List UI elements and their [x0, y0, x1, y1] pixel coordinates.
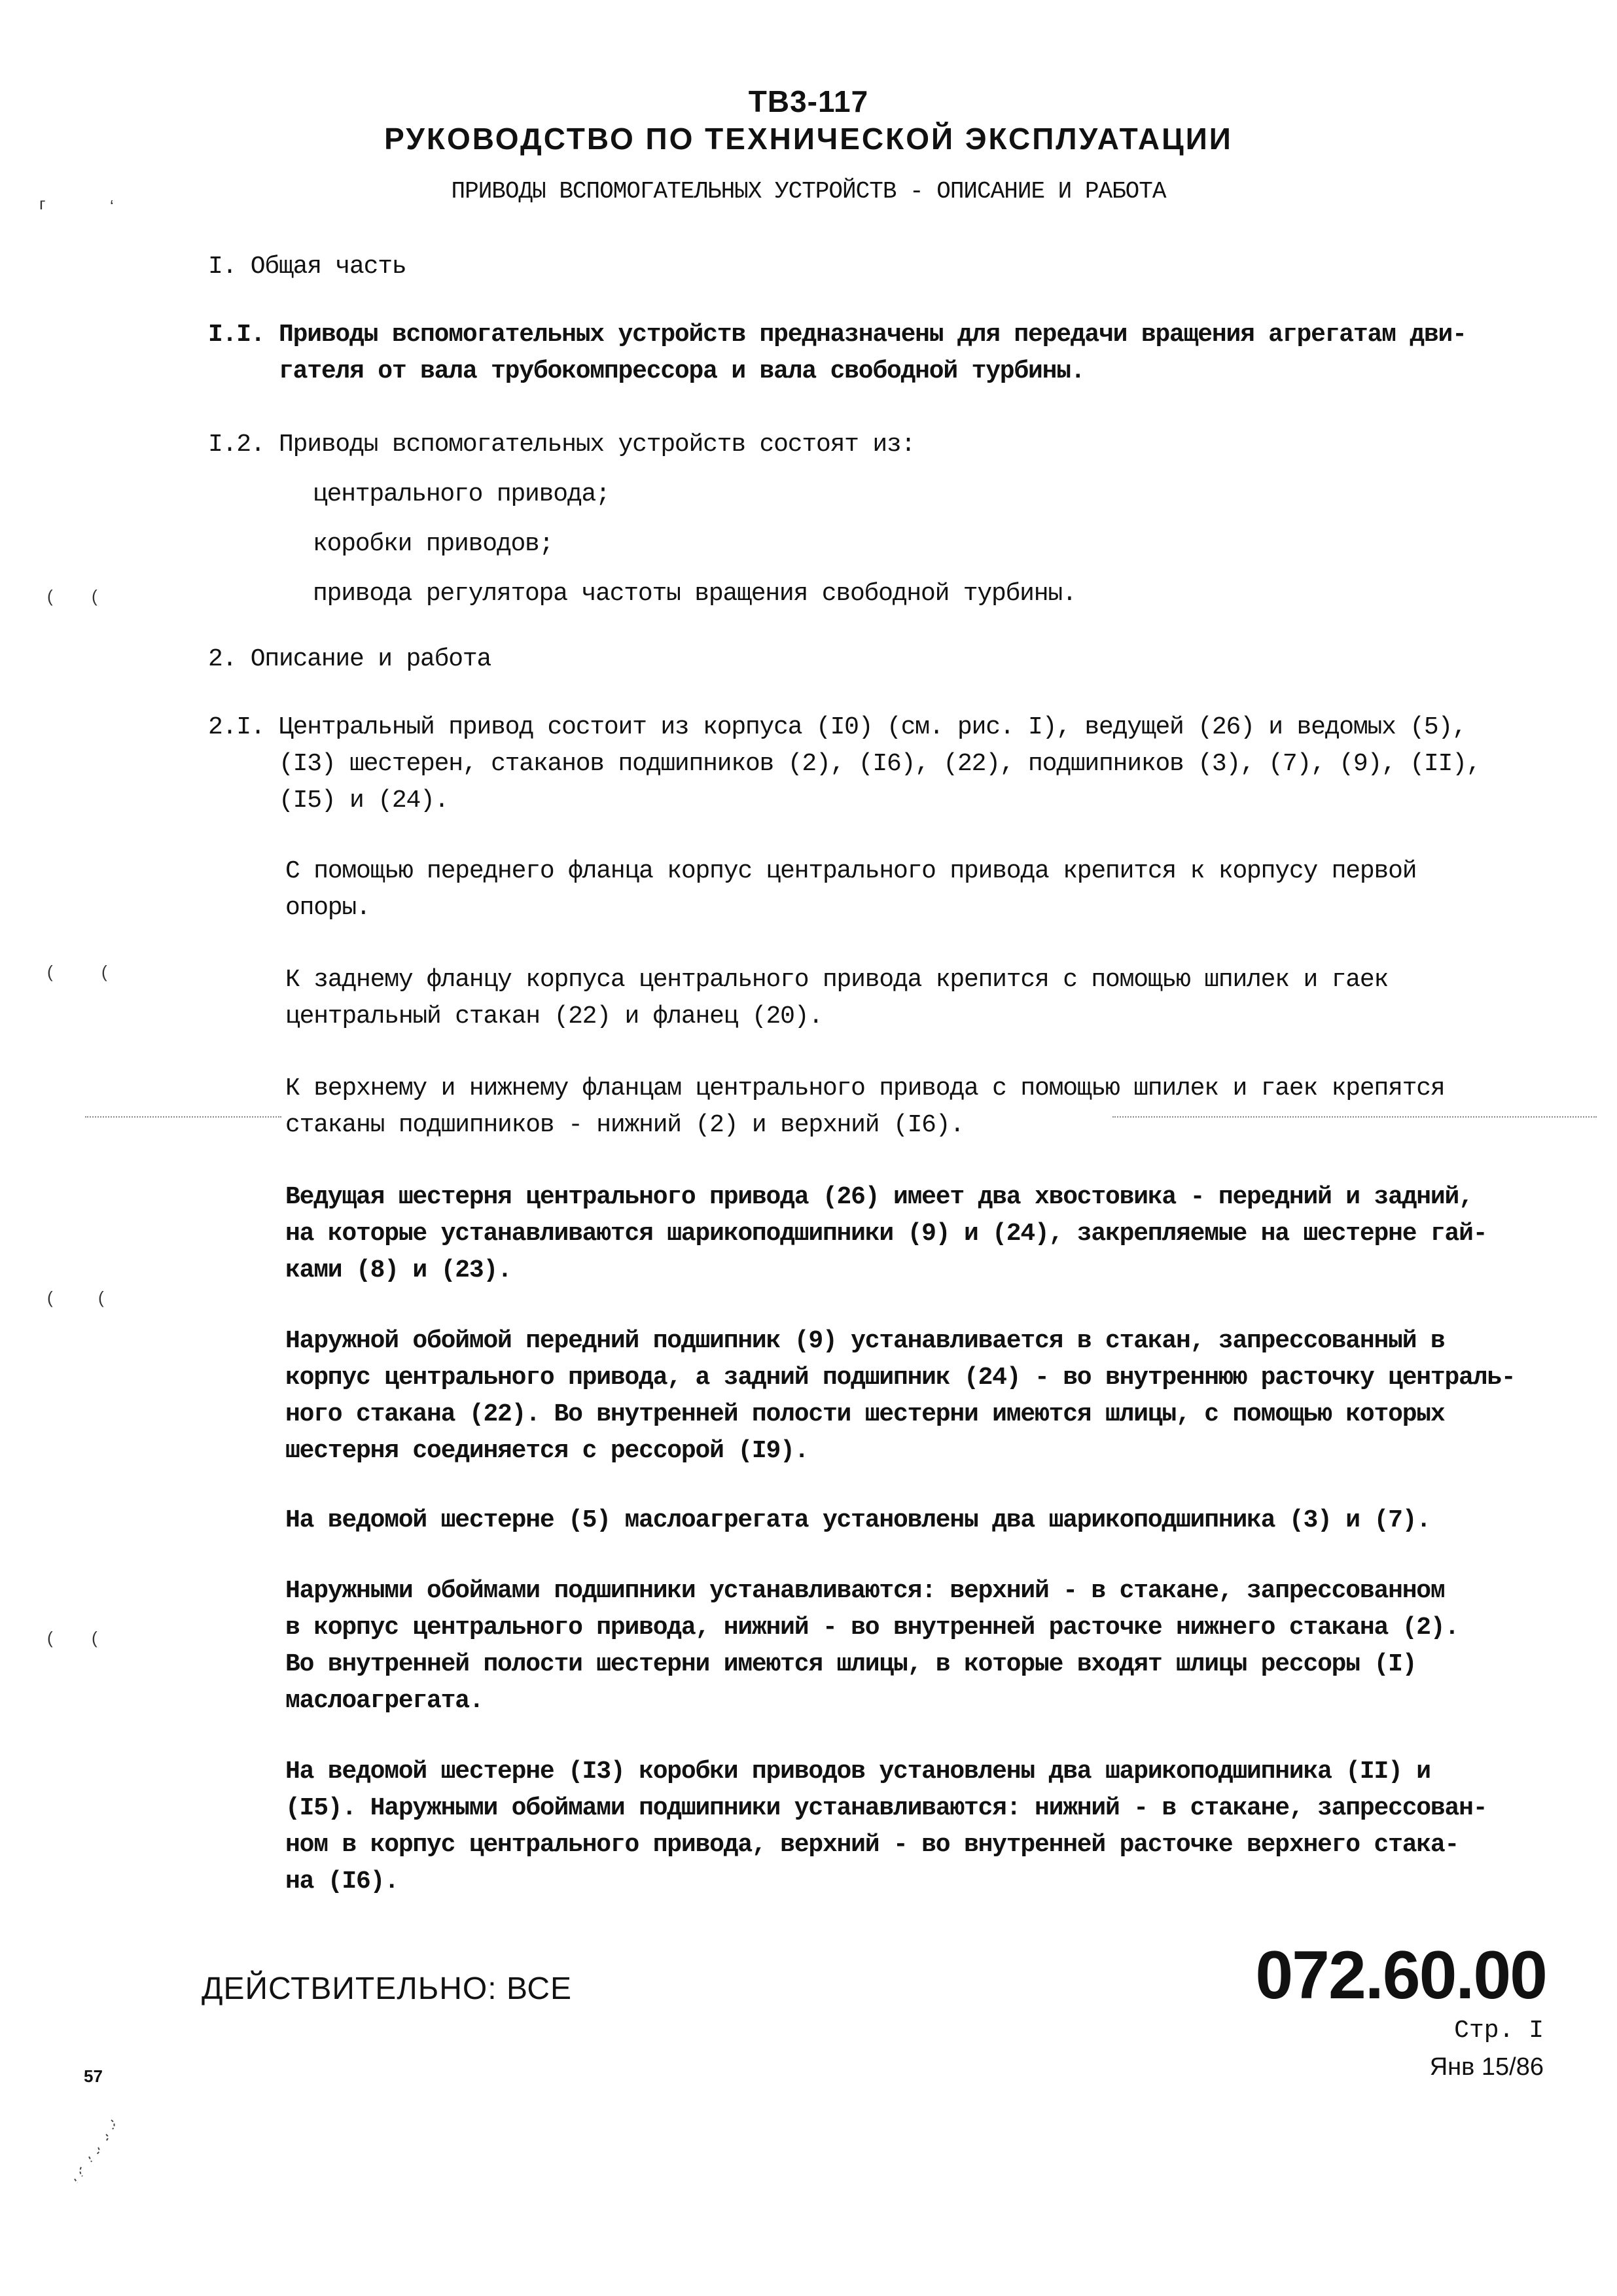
sheet-number: 57: [84, 2066, 103, 2086]
margin-mark: (: [47, 586, 53, 606]
margin-mark: (: [47, 962, 53, 981]
text-line: стаканы подшипников - нижний (2) и верхний (I6).: [285, 1111, 964, 1139]
text-line: 2.I. Центральный привод состоит из корпуса (I0) (см. рис. I), ведущей (26) и ведомых (5),: [208, 713, 1466, 741]
margin-mark: (: [47, 1288, 53, 1307]
text-line: центральный стакан (22) и фланец (20).: [285, 1002, 823, 1031]
list-item: коробки приводов;: [313, 530, 554, 558]
text-line: Наружной обоймой передний подшипник (9) устанавливается в стакан, запрессованный в: [285, 1327, 1445, 1355]
margin-mark: (: [92, 1628, 98, 1648]
margin-mark: (: [47, 1628, 53, 1648]
text-line: (I3) шестерен, стаканов подшипников (2), (I6), (22), подшипников (3), (7), (9), (II),: [208, 750, 1481, 778]
text-line: На ведомой шестерне (I3) коробки приводов установлены два шарикоподшипника (II) и: [285, 1757, 1430, 1786]
margin-mark: ‘: [110, 196, 114, 216]
chapter-title: ПРИВОДЫ ВСПОМОГАТЕЛЬНЫХ УСТРОЙСТВ - ОПИСАНИЕ И РАБОТА: [451, 178, 1166, 205]
margin-mark: (: [98, 1288, 104, 1307]
handwritten-mark-icon: [65, 2113, 124, 2185]
section-heading-general: I. Общая часть: [208, 253, 406, 281]
margin-mark: г: [39, 194, 46, 213]
text-line: С помощью переднего фланца корпус центрального привода крепится к корпусу первой: [285, 857, 1417, 885]
text-line: ного стакана (22). Во внутренней полости шестерни имеются шлицы, с помощью которых: [285, 1400, 1445, 1428]
validity-label: ДЕЙСТВИТЕЛЬНО: ВСЕ: [202, 1971, 573, 2006]
scan-artifact-line: [85, 1116, 281, 1118]
text-line: I.2. Приводы вспомогательных устройств состоят из:: [208, 431, 915, 459]
text-line: гателя от вала трубокомпрессора и вала свободной турбины.: [208, 357, 1085, 385]
text-line: маслоагрегата.: [285, 1687, 484, 1715]
text-line: корпус центрального привода, а задний подшипник (24) - во внутреннюю расточку централь-: [285, 1364, 1516, 1392]
scan-artifact-line: [1112, 1116, 1597, 1118]
section-heading-description: 2. Описание и работа: [208, 645, 491, 673]
text-line: на которые устанавливаются шарикоподшипники (9) и (24), закрепляемые на шестерне гай-: [285, 1220, 1487, 1248]
text-line: Ведущая шестерня центрального привода (26) имеет два хвостовика - передний и задний,: [285, 1183, 1473, 1211]
list-item: центрального привода;: [313, 480, 610, 508]
manual-code: ТВ3-117: [748, 84, 869, 118]
text-line: шестерня соединяется с рессорой (I9).: [285, 1437, 809, 1465]
margin-mark: (: [92, 586, 98, 606]
text-line: (I5) и (24).: [208, 786, 449, 815]
text-line: опоры.: [285, 894, 370, 922]
text-line: Во внутренней полости шестерни имеются шлицы, в которые входят шлицы рессоры (I): [285, 1650, 1417, 1678]
manual-title: РУКОВОДСТВО ПО ТЕХНИЧЕСКОЙ ЭКСПЛУАТАЦИИ: [384, 122, 1233, 156]
document-number: 072.60.00: [1255, 1937, 1546, 2013]
page-number: Стр. I: [1454, 2017, 1544, 2045]
list-item: привода регулятора частоты вращения свободной турбины.: [313, 580, 1076, 608]
text-line: ном в корпус центрального привода, верхний - во внутренней расточке верхнего стака-: [285, 1831, 1459, 1859]
revision-date: Янв 15/86: [1429, 2053, 1544, 2081]
text-line: ками (8) и (23).: [285, 1256, 512, 1284]
text-line: К заднему фланцу корпуса центрального привода крепится с помощью шпилек и гаек: [285, 966, 1389, 994]
margin-mark: (: [101, 962, 107, 981]
text-line: I.I. Приводы вспомогательных устройств предназначены для передачи вращения агрегатам дви-: [208, 321, 1466, 349]
text-line: На ведомой шестерне (5) маслоагрегата установлены два шарикоподшипника (3) и (7).: [285, 1506, 1430, 1534]
text-line: на (I6).: [285, 1867, 399, 1896]
text-line: К верхнему и нижнему фланцам центрального привода с помощью шпилек и гаек крепятся: [285, 1074, 1445, 1103]
text-line: в корпус центрального привода, нижний - во внутренней расточке нижнего стакана (2).: [285, 1614, 1459, 1642]
text-line: (I5). Наружными обоймами подшипники устанавливаются: нижний - в стакане, запрессован-: [285, 1794, 1487, 1822]
text-line: Наружными обоймами подшипники устанавливаются: верхний - в стакане, запрессованном: [285, 1577, 1445, 1605]
